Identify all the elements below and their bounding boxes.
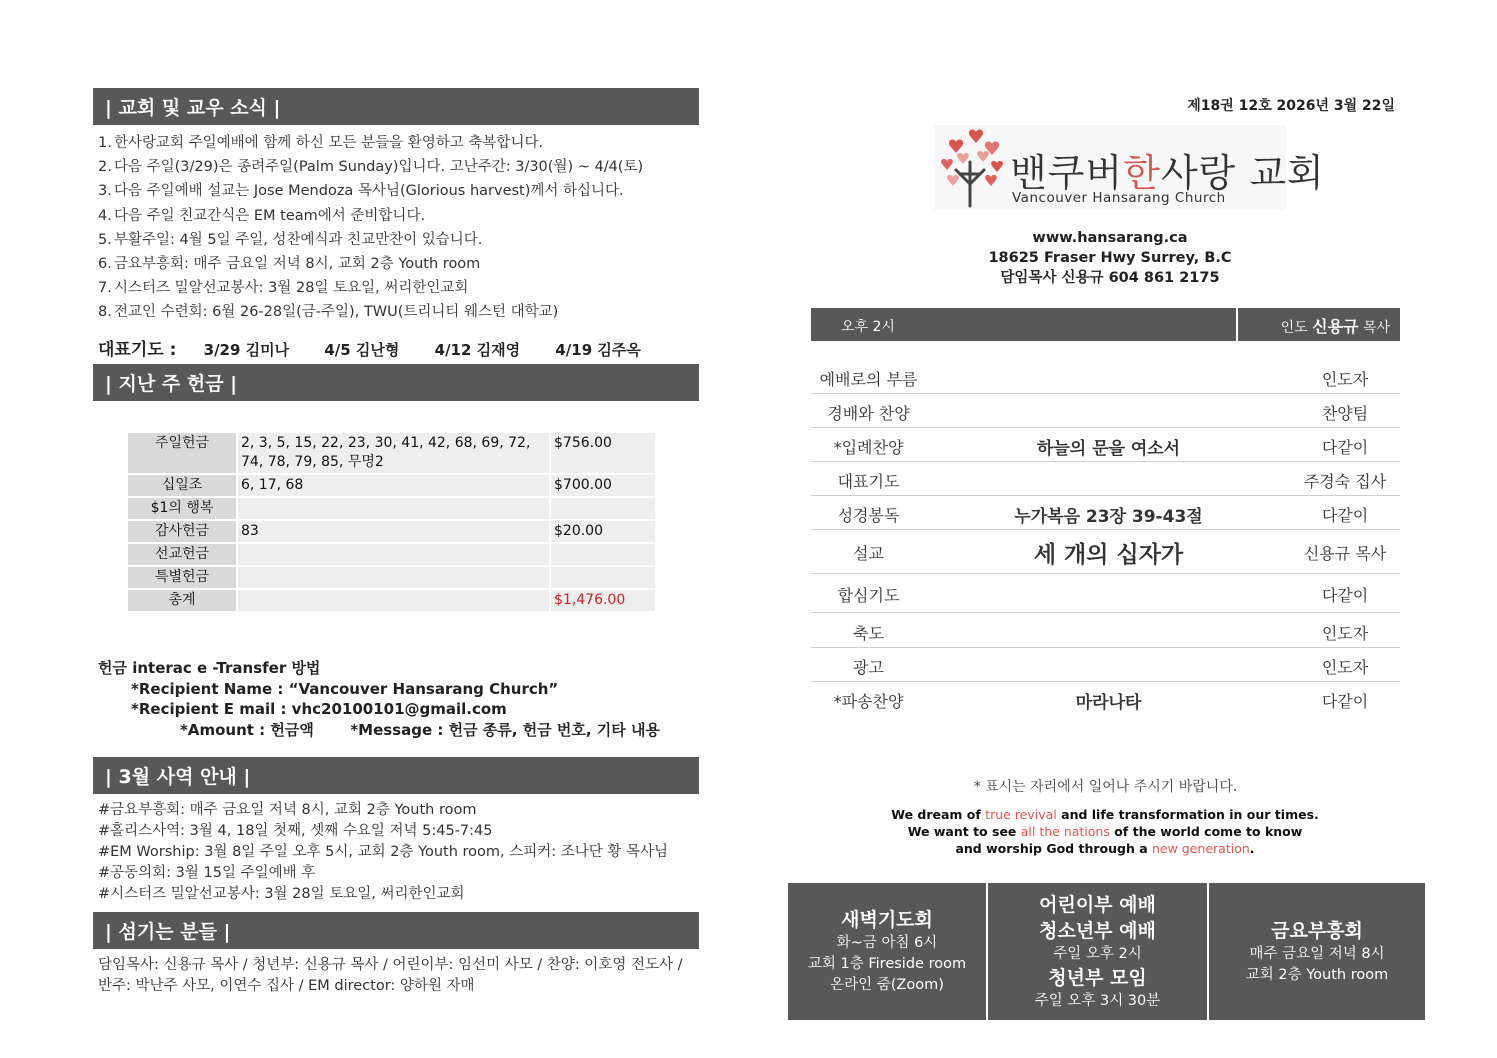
website: www.hansarang.ca [1032,230,1188,246]
transfer-amount: *Amount : 헌금액 [180,720,314,739]
list-item: 2. 다음 주일(3/29)은 종려주일(Palm Sunday)입니다. 고난주간: 3/30(월) ~ 4/4(토) [98,159,644,176]
vision-statement: We dream of true revival and life transformation in our times. We want to see all the nations of the world come to know and worship God through a new generation. [891,807,1319,856]
prayer-schedule [98,335,671,360]
servers-heading: | 섬기는 분들 | [93,912,699,949]
pastor-contact: 담임목사 신용규 604 861 2175 [1000,270,1220,286]
list-item: #시스터즈 밀알선교봉사: 3월 28일 토요일, 써리한인교회 [98,886,465,902]
table-row: 설교 세 개의 십자가 신용규 목사 [811,530,1400,574]
dawn-prayer-box: 새벽기도회 화~금 아침 6시 교회 1층 Fireside room 온라인 줌(Zoom) [788,883,986,1020]
table-row: *파송찬양 마라나타 다같이 [833,692,1369,713]
friday-revival-box: 금요부흥회 매주 금요일 저녁 8시 교회 2층 Youth room [1209,883,1425,1020]
service-header [811,308,1400,341]
recipient-email: *Recipient E mail : vhc20100101@gmail.com [131,700,507,718]
list-item: #공동의회: 3월 15일 주일예배 후 [98,865,316,881]
offering-heading: | 지난 주 헌금 | [93,364,699,401]
table-row: 광고 인도자 [811,648,1400,682]
table-row: 십일조 6, 17, 68 $700.00 [127,474,656,497]
total-amount: $1,476.00 [550,589,656,612]
table-row: 경배와 찬양 찬양팀 [811,394,1400,428]
list-item: #홀리스사역: 3월 4, 18일 첫째, 셋째 수요일 저녁 5:45-7:45 [98,823,493,839]
table-total-row: 총계 $1,476.00 [127,589,656,612]
table-row: 주일헌금 2, 3, 5, 15, 22, 23, 30, 41, 42, 68, 69, 72, 74, 78, 79, 85, 무명2 $756.00 [127,432,656,474]
table-row: $1의 행복 [127,497,656,520]
table-row: 감사헌금 83 $20.00 [127,520,656,543]
youth-worship-box: 어린이부 예배 청소년부 예배 주일 오후 2시 청년부 모임 주일 오후 3시 30분 [988,883,1207,1020]
transfer-title: 헌금 interac e -Transfer 방법 [98,659,321,677]
table-row: 선교헌금 [127,543,656,566]
issue-info: 제18권 12호 2026년 3월 22일 [1187,98,1395,114]
church-contact [960,228,1260,288]
list-item: 1. 한사랑교회 주일예배에 함께 하신 모든 분들을 환영하고 축복합니다. [98,135,544,151]
prayer-item: 4/5 김난형 [324,341,400,359]
news-heading: | 교회 및 교우 소식 | [93,88,699,125]
address: 18625 Fraser Hwy Surrey, B.C [988,250,1232,266]
ministry-list [98,800,668,905]
standing-note: * 표시는 자리에서 일어나 주시기 바랍니다. [973,779,1238,795]
table-row: 축도 인도자 [811,613,1400,648]
order-of-service [811,360,1400,715]
heart-tree-icon [936,128,1008,208]
table-row: 예배로의 부름 인도자 [811,360,1400,394]
meeting-schedule [788,883,1425,1020]
servers-text: 담임목사: 신용규 목사 / 청년부: 신용규 목사 / 어린이부: 임선미 사모 / 찬양: 이호영 전도사 / 반주: 박난주 사모, 이연수 집사 / EM director: 양하원 자매 [98,957,683,994]
table-row: 성경봉독 누가복음 23장 39-43절 다같이 [811,496,1400,530]
ministry-heading: | 3월 사역 안내 | [93,757,699,794]
list-item: 6. 금요부흥회: 매주 금요일 저녁 8시, 교회 2층 Youth room [98,256,481,273]
list-item: #EM Worship: 3월 8일 주일 오후 5시, 교회 2층 Youth room, 스피커: 조나단 황 목사님 [98,844,669,860]
transfer-instructions [98,658,660,740]
church-name-english: Vancouver Hansarang Church [1012,190,1226,206]
list-item: #금요부흥회: 매주 금요일 저녁 8시, 교회 2층 Youth room [98,802,477,818]
prayer-item: 3/29 김미나 [203,341,290,359]
list-item: 8. 전교인 수련회: 6월 26-28일(금-주일), TWU(트리니티 웨스턴 대학교) [98,304,559,321]
recipient-name: *Recipient Name : “Vancouver Hansarang Church” [131,679,559,698]
service-leader: 인도 신용규 목사 [1280,317,1390,336]
list-item: 7. 시스터즈 밀알선교봉사: 3월 28일 토요일, 써리한인교회 [98,280,469,297]
prayer-item: 4/12 김재영 [434,341,521,359]
list-item: 5. 부활주일: 4월 5일 주일, 성찬예식과 친교만찬이 있습니다. [98,231,483,248]
table-row: 대표기도 주경숙 집사 [811,462,1400,496]
list-item: 3. 다음 주일예배 설교는 Jose Mendoza 목사님(Glorious harvest)께서 하십니다. [98,183,624,200]
table-row: 특별헌금 [127,566,656,589]
church-name-korean: 밴쿠버한사랑 교회 [1010,151,1325,195]
prayer-item: 4/19 김주옥 [555,341,641,359]
news-list [98,131,698,325]
transfer-message: *Message : 헌금 종류, 헌금 번호, 기타 내용 [350,720,660,739]
table-row: *입례찬양 하늘의 문을 여소서 다같이 [811,428,1400,462]
service-time: 오후 2시 [841,319,895,335]
prayer-label: 대표기도 : [98,340,177,360]
table-row: 합심기도 다같이 [811,574,1400,613]
list-item: 4. 다음 주일 친교간식은 EM team에서 준비합니다. [98,207,426,224]
offering-table [126,431,657,613]
